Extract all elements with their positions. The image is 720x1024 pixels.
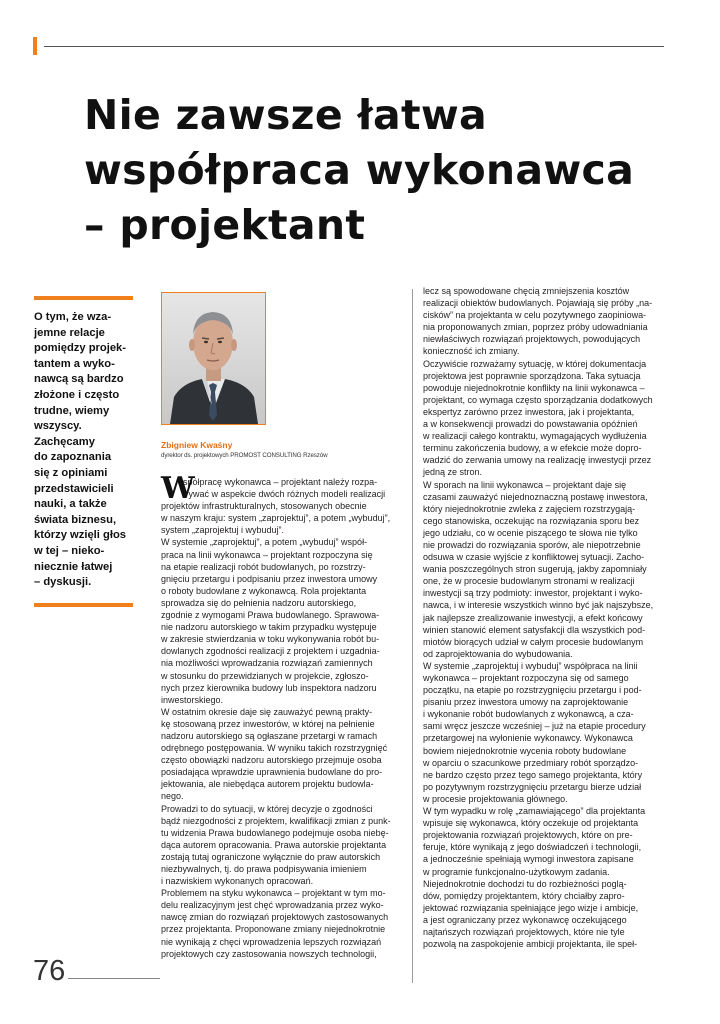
text-line: nawcą są bardzo [34, 373, 124, 386]
text-line: projektowa jest poprawnie sporządzona. Taka sytuacja [423, 370, 641, 381]
text-line: zostają tutaj ograniczone wyłącznie do praw autorskich [161, 851, 381, 862]
title-line: – projektant [84, 201, 366, 249]
author-role: dyrektor ds. projektowych PROMOST CONSULTING Rzeszów [161, 452, 328, 459]
text-line: nego. [161, 791, 184, 802]
text-line: tantem a wyko- [34, 357, 115, 370]
text-line: jego udziału, co w ocenie piszącego te słowa nie tylko [423, 527, 638, 538]
text-line: w naszym kraju: system „zaprojektuj”, a potem „wybuduj”, [161, 513, 391, 524]
text-line: wszyscy. [34, 420, 82, 433]
text-line: trudne, wiemy [34, 404, 110, 417]
text-line: jektowania, ale niebędąca autorem projektu budowla- [161, 779, 374, 790]
text-line: i wykonanie robót budowlanych z wykonawcą, a cza- [423, 709, 634, 720]
text-line: do zapoznania [34, 451, 112, 464]
text-line: gnięciu przetargu i podpisaniu przez inwestora umowy [161, 573, 378, 584]
text-line: ne bardzo często przez tego samego projektanta, który [423, 769, 643, 780]
text-line: wadzić do zerwania umowy na realizację inwestycji przez [423, 455, 652, 466]
text-line: bądź niezgodności z projektem, kwalifikacji zmian z punk- [161, 815, 391, 826]
text-line: jektować rozwiązania spełniające jego wizje i ambicje, [423, 902, 639, 913]
text-line: W ostatnim okresie daje się zauważyć pewną prakty- [161, 706, 373, 717]
text-line: odsuwa w czasie wyjście z konfliktowej sytuacji. Zacho- [423, 552, 645, 563]
drop-cap: W [161, 471, 195, 506]
text-line: W sporach na linii wykonawca – projektant daje się [423, 479, 627, 490]
text-line: posiadająca wprawdzie uprawnienia budowlane do pro- [161, 767, 383, 778]
text-line: zgodnie z wymogami Prawa budowlanego. Sprawowa- [161, 610, 380, 621]
text-line: pozwolą na zaspokojenie ambicji projektanta, ile speł- [423, 939, 638, 950]
title-line: Nie zawsze łatwa [84, 91, 488, 139]
text-line: początku, na etapie po rozstrzygnięciu przetargu i pod- [423, 685, 642, 696]
text-line: nawcę zmian do rozwiązań projektowych zastosowanych [161, 912, 389, 923]
text-line: po pozytywnym rozstrzygnięciu przetargu bierze udział [423, 781, 642, 792]
text-line: czasami zauważyć niejednoznaczną postawę inwestora, [423, 491, 648, 502]
text-line: realizacji obiektów budowlanych. Pojawiają się próby „na- [423, 298, 653, 309]
text-line: projektów infrastrukturalnych, stosowanych obecnie [161, 501, 367, 512]
author-portrait-image [162, 293, 265, 424]
text-line: niezbywalnych, tj. do prawa podpisywania imieniem [161, 864, 367, 874]
text-line: dów, pomiędzy projektantem, który chciałby zapro- [423, 890, 625, 901]
text-line: dowlanych zgodności realizacji z projektem i uzgadnia- [161, 646, 380, 657]
text-line: Niejednokrotnie dochodzi tu do rozbieżności poglą- [423, 878, 627, 889]
text-line: praca na linii wykonawca – projektant rozpoczyna się [161, 549, 373, 560]
text-line: Oczywiście rozważamy sytuację, w której dokumentacja [423, 358, 647, 369]
text-line: O tym, że wza- [34, 311, 112, 323]
article-title [84, 88, 704, 253]
text-line: delu realizacyjnym jest chęć wprowadzania przez wyko- [161, 900, 384, 911]
text-line: w realizacji całego kontraktu, wymagających wydłużenia [423, 431, 647, 442]
lead-box [34, 296, 133, 607]
text-line: niecznie łatwej [34, 560, 113, 573]
text-line: sprowadza się do pełnienia nadzoru autorskiego, [161, 597, 357, 608]
text-line: pisaniu przez inwestora umowy na zaprojektowanie [423, 697, 629, 708]
text-line: nia możliwości wprowadzania rozwiązań zamiennych [161, 658, 373, 669]
top-rule [44, 46, 664, 47]
text-line: lecz są spowodowane chęcią zmniejszenia kosztów [423, 286, 630, 296]
text-line: projektowania rozwiązań projektowych, które on pre- [423, 830, 633, 841]
text-line: a jest ograniczany przez wykonawcę oczekującego [423, 914, 627, 925]
text-line: i nazwiskiem wykonanych opracowań. [161, 876, 314, 887]
text-line: często obowiązki nadzoru autorskiego przejmuje osoba [161, 755, 382, 766]
text-line: cisków” na projektanta w celu pozytywnego zaopiniowa- [423, 310, 647, 321]
text-line: nauki, a także [34, 498, 107, 511]
text-line: terminu zakończenia budowy, a w efekcie może dopro- [423, 443, 642, 454]
text-line: w stosunku do przewidzianych w projekcie, zgłoszo- [161, 670, 369, 681]
text-line: w procesie projektowania głównego. [423, 793, 568, 804]
text-line: system „zaprojektuj i wybuduj”. [161, 525, 285, 536]
text-line: kę stosowaną przez inwestorów, w której na pełnienie [161, 718, 375, 729]
author-name: Zbigniew Kwaśny [161, 440, 233, 450]
text-line: projektant, co wymaga często sporządzania dodatkowych [423, 394, 653, 405]
text-line: którzy wzięli głos [34, 529, 127, 542]
title-line: współpraca wykonawca [84, 146, 635, 194]
text-line: Prowadzi to do sytuacji, w której decyzje o zgodności [161, 803, 373, 814]
text-line: wania poszczególnych stron sugerują, jakby zapomniały [423, 564, 647, 575]
text-line: spółpracę wykonawca – projektant należy rozpa- [183, 477, 378, 487]
text-line: jedną ze stron. [423, 467, 483, 478]
page-number-rule [68, 978, 160, 979]
text-line: tu widzenia Prawa budowlanego podejmuje osoba niebę- [161, 827, 389, 838]
text-line: który niejednokrotnie zwleka z zajęciem rozstrzygają- [423, 503, 636, 514]
text-line: w oparciu o szacunkowe przedmiary robót sporządzo- [423, 757, 639, 768]
text-line: w tej – nieko- [34, 544, 105, 557]
text-line: w zakresie stwierdzania w toku wykonywania robót bu- [161, 634, 380, 645]
lead-rule-bottom [34, 603, 133, 607]
text-line: inwestycji są trzy podmioty: inwestor, projektant i wyko- [423, 588, 643, 599]
text-line: się z opiniami [34, 466, 108, 479]
text-line: nie nadzoru autorskiego w takim przypadku występuje [161, 622, 377, 633]
text-line: wykonawca – projektant rozpoczyna się od samego [423, 673, 629, 683]
text-line: nie prowadzi do rozwiązania sporów, ale niepotrzebnie [423, 539, 641, 550]
text-line: w programie funkcjonalno-użytkowym zadania. [423, 866, 610, 877]
article-column-1 [161, 471, 401, 960]
text-line: wpisuje się wykonawca, który oczekuje od projektanta [423, 818, 639, 829]
text-line: one, że w procesie budowlanym stronami w realizacji [423, 576, 635, 587]
lead-text [34, 300, 133, 603]
text-line: ekspertyz zarówno przez inwestora, jak i projektanta, [423, 406, 635, 417]
text-line: konieczność ich zmiany. [423, 346, 520, 357]
text-line: inwestorskiego. [161, 694, 224, 705]
text-line: cego stanowiska, oczekując na rozwiązania sporu bez [423, 515, 640, 526]
text-line: – dyskusji. [34, 576, 92, 589]
text-line: a jednocześnie spełniają wymogi inwestora zapisane [423, 854, 634, 865]
text-line: jemne relacje [34, 326, 105, 339]
article-column-2 [423, 285, 663, 950]
text-line: bowiem niejednokrotnie wycenia roboty budowlane [423, 745, 627, 756]
text-line: od zaprojektowania do wybudowania. [423, 648, 573, 659]
text-line: feruje, które wynikają z jego doświadczeń i technologii, [423, 842, 642, 853]
text-line: odrębnego postępowania. W wyniku takich rozstrzygnięć [161, 743, 388, 754]
text-line: jak najlepsze zrealizowanie inwestycji, a efekt końcowy [423, 612, 643, 623]
author-photo [161, 292, 266, 425]
text-line: a w konsekwencji prowadzi do powstawania opóźnień [423, 419, 638, 430]
column-1-body [161, 500, 401, 960]
column-2-body [423, 285, 663, 950]
text-line: nawca, i w interesie wszystkich winno być jak najszybsze, [423, 600, 654, 611]
text-line: nie wynikają z chęci wprowadzenia lepszych rozwiązań [161, 936, 382, 947]
text-line: miotów biorących udział w całym procesie budowlanym [423, 636, 644, 647]
text-line: nych przez kierownika budowy lub inspektora nadzoru [161, 682, 377, 693]
text-line: pomiędzy projek- [34, 342, 127, 355]
text-line: przedstawicieli [34, 482, 114, 495]
text-line: projektowych czy zastosowania nowszych technologii, [161, 948, 377, 959]
text-line: świata biznesu, [34, 513, 117, 526]
text-line: powoduje niejednokrotnie konflikty na linii wykonawca – [423, 382, 645, 393]
text-line: W tym wypadku w rolę „zamawiającego” dla projektanta [423, 806, 646, 817]
text-line: sami wręcz jeszcze wcześniej – już na etapie procedury [423, 721, 646, 732]
top-accent-mark [33, 37, 37, 55]
text-line: Problemem na styku wykonawca – projektant w tym mo- [161, 888, 386, 899]
text-line: najtańszych rozwiązań projektowych, które nie tyle [423, 926, 625, 937]
text-line: złożone i często [34, 388, 120, 401]
text-line: niewłaściwych rozwiązań projektowych, powodujących [423, 334, 641, 345]
text-line: Zachęcamy [34, 435, 95, 448]
text-line: na etapie realizacji robót budowlanych, po rozstrzy- [161, 561, 366, 572]
text-line: trywać w aspekcie dwóch różnych modeli realizacji [183, 489, 386, 500]
page-number: 76 [33, 955, 66, 987]
text-line: nia proponowanych zmian, poprzez próby udowadniania [423, 322, 648, 333]
text-line: przetargowej na wyłonienie wykonawcy. Wykonawca [423, 733, 633, 744]
text-line: winien stanowić element satysfakcji dla wszystkich pod- [423, 624, 646, 635]
column-divider [412, 289, 413, 983]
text-line: nadzoru autorskiego są ogłaszane przetargi w ramach [161, 730, 378, 741]
text-line: przez projektanta. Proponowane zmiany niejednokrotnie [161, 924, 386, 935]
text-line: W systemie „zaprojektuj”, a potem „wybuduj” współ- [161, 537, 368, 548]
text-line: dąca autorem opracowania. Prawa autorskie projektanta [161, 839, 387, 850]
text-line: W systemie „zaprojektuj i wybuduj” współpraca na linii [423, 660, 638, 671]
text-line: o roboty budowlane z wykonawcą. Rola projektanta [161, 585, 367, 596]
